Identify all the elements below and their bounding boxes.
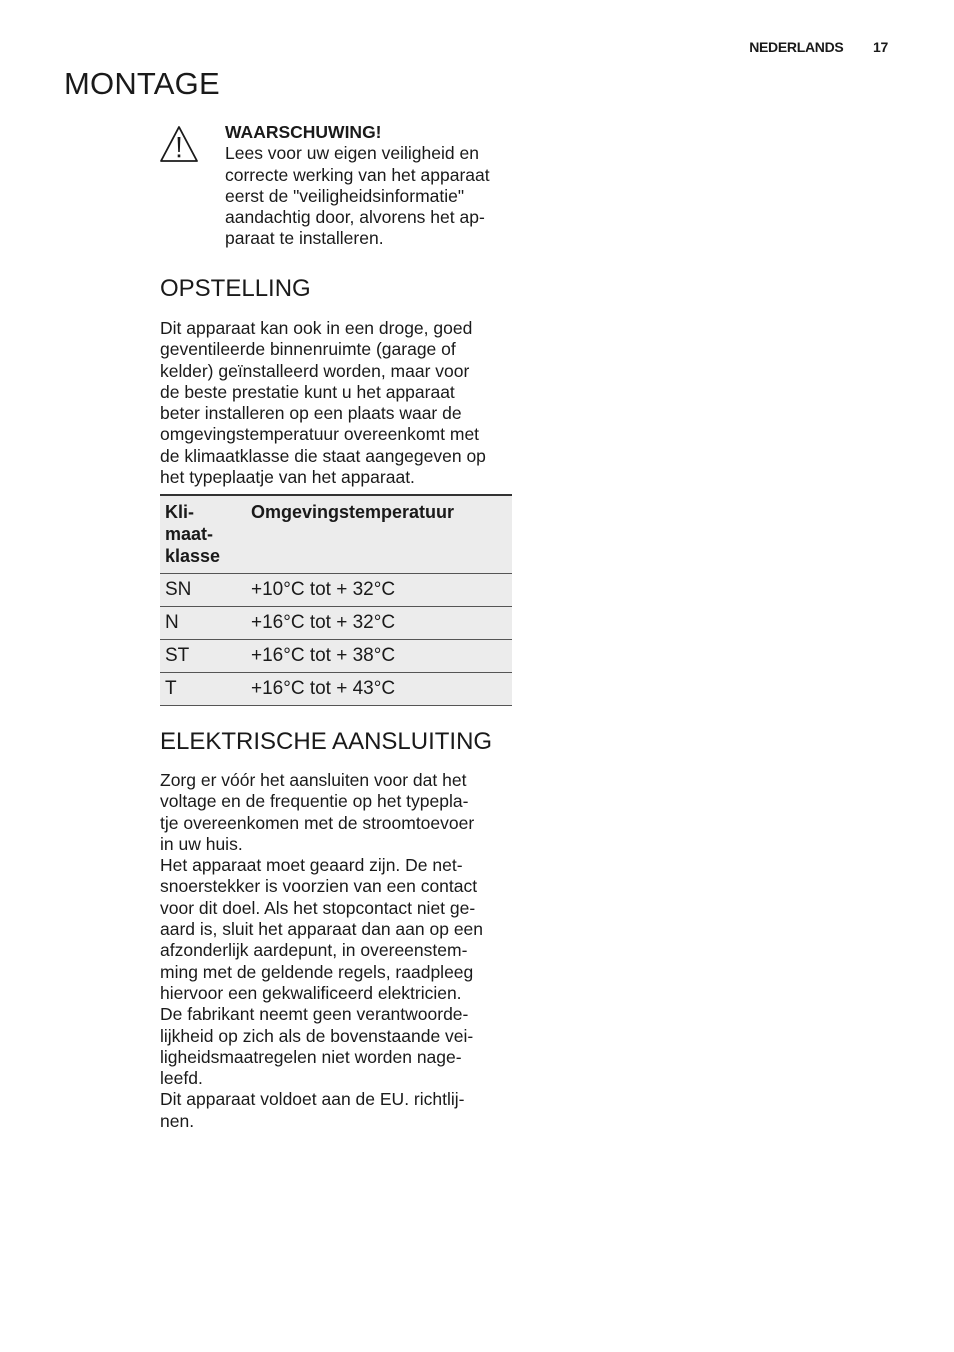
column-header-temperature: Omgevingstemperatuur xyxy=(246,495,512,574)
warning-line: eerst de "veiligheidsinformatie" xyxy=(225,185,465,206)
paragraph-line: in uw huis. xyxy=(160,833,243,854)
paragraph-line: Dit apparaat voldoet aan de EU. richtlij- xyxy=(160,1089,465,1110)
warning-line: paraat te installeren. xyxy=(225,228,384,249)
cell-temperature: +16°C tot + 43°C xyxy=(246,673,512,706)
cell-klasse: SN xyxy=(160,574,246,607)
warning-line: Lees voor uw eigen veiligheid en xyxy=(225,143,479,164)
paragraph-line: lijkheid op zich als de bovenstaande vei- xyxy=(160,1025,474,1046)
page-title: MONTAGE xyxy=(64,66,220,101)
opstelling-heading: OPSTELLING xyxy=(160,275,311,302)
table-row xyxy=(160,574,512,607)
column-header-klasse xyxy=(160,495,246,574)
paragraph-line: nen. xyxy=(160,1110,195,1131)
warning-line: aandachtig door, alvorens het ap- xyxy=(225,207,485,228)
warning-block xyxy=(225,122,525,250)
page-number: 17 xyxy=(873,39,888,55)
table-header-row xyxy=(160,495,512,574)
header-line: klasse xyxy=(165,546,221,566)
cell-temperature: +10°C tot + 32°C xyxy=(246,574,512,607)
language-label: NEDERLANDS xyxy=(749,39,844,55)
elektrisch-paragraph xyxy=(160,770,520,1132)
table-row xyxy=(160,640,512,673)
warning-icon xyxy=(159,125,199,163)
paragraph-line: aard is, sluit het apparaat dan aan op een xyxy=(160,919,484,940)
page-header xyxy=(749,39,888,55)
warning-line: correcte werking van het apparaat xyxy=(225,164,490,185)
paragraph-line: de klimaatklasse die staat aangegeven op xyxy=(160,445,486,466)
paragraph-line: voor dit doel. Als het stopcontact niet ge- xyxy=(160,897,476,918)
paragraph-line: geventileerde binnenruimte (garage of xyxy=(160,339,456,360)
warning-title: WAARSCHUWING! xyxy=(225,122,382,142)
paragraph-line: Dit apparaat kan ook in een droge, goed xyxy=(160,318,473,338)
table-row xyxy=(160,607,512,640)
paragraph-line: hiervoor een gekwalificeerd elektricien. xyxy=(160,982,462,1003)
paragraph-line: het typeplaatje van het apparaat. xyxy=(160,467,415,488)
paragraph-line: de beste prestatie kunt u het apparaat xyxy=(160,381,455,402)
paragraph-line: beter installeren op een plaats waar de xyxy=(160,403,462,424)
paragraph-line: afzonderlijk aardepunt, in overeenstem- xyxy=(160,940,468,961)
elektrisch-heading: ELEKTRISCHE AANSLUITING xyxy=(160,728,493,755)
header-line: Kli- xyxy=(165,502,194,522)
paragraph-line: Zorg er vóór het aansluiten voor dat het xyxy=(160,770,467,790)
paragraph-line: kelder) geïnstalleerd worden, maar voor xyxy=(160,360,470,381)
paragraph-line: tje overeenkomen met de stroomtoevoer xyxy=(160,812,475,833)
cell-klasse: ST xyxy=(160,640,246,673)
opstelling-paragraph xyxy=(160,318,520,488)
paragraph-line: leefd. xyxy=(160,1068,203,1089)
cell-klasse: T xyxy=(160,673,246,706)
paragraph-line: snoerstekker is voorzien van een contact xyxy=(160,876,478,897)
paragraph-line: omgevingstemperatuur overeenkomt met xyxy=(160,424,480,445)
cell-temperature: +16°C tot + 32°C xyxy=(246,607,512,640)
paragraph-line: Het apparaat moet geaard zijn. De net- xyxy=(160,855,463,876)
climate-class-table xyxy=(160,494,512,706)
table-row xyxy=(160,673,512,706)
cell-temperature: +16°C tot + 38°C xyxy=(246,640,512,673)
paragraph-line: De fabrikant neemt geen verantwoorde- xyxy=(160,1004,469,1025)
paragraph-line: ligheidsmaatregelen niet worden nage- xyxy=(160,1046,462,1067)
paragraph-line: voltage en de frequentie op het typepla- xyxy=(160,791,469,812)
cell-klasse: N xyxy=(160,607,246,640)
header-line: maat- xyxy=(165,524,214,544)
paragraph-line: ming met de geldende regels, raadpleeg xyxy=(160,961,474,982)
